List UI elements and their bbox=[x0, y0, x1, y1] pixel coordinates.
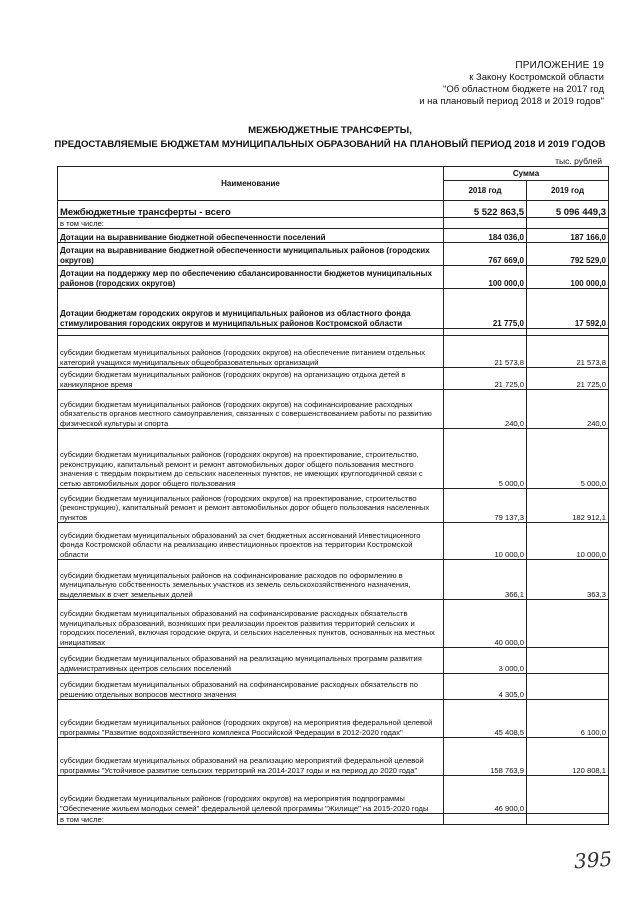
row-value-2019 bbox=[527, 776, 609, 814]
row-value-2019: 120 808,1 bbox=[527, 738, 609, 776]
table-row bbox=[58, 738, 609, 776]
row-value-2018: 21 725,0 bbox=[444, 368, 527, 390]
row-value-2019: 182 912,1 bbox=[527, 489, 609, 523]
row-value-2019: 5 096 449,3 bbox=[527, 201, 609, 218]
row-value-2019: 5 000,0 bbox=[527, 429, 609, 489]
row-name: субсидии бюджетам муниципальных образований на софинансирование расходных обязательств муниципальных образований, возникших при реализации проектов развития территорий сельских и городских поселений, включая городские округа, и сельских населенных пунктов, основанных на местных инициативах bbox=[58, 600, 444, 648]
row-name: субсидии бюджетам муниципальных образований на реализацию муниципальных программ развития административных центров сельских поселений bbox=[58, 648, 444, 674]
row-value-2019: 6 100,0 bbox=[527, 700, 609, 738]
table-row bbox=[58, 336, 609, 368]
row-value-2019: 21 573,8 bbox=[527, 336, 609, 368]
row-name: субсидии бюджетам муниципальных районов (городских округов) на организацию отдыха детей в каникулярное время bbox=[58, 368, 444, 390]
row-value-2018: 767 669,0 bbox=[444, 243, 527, 266]
row-value-2018: 158 763,9 bbox=[444, 738, 527, 776]
column-header-2019: 2019 год bbox=[527, 181, 609, 201]
row-value-2019: 21 725,0 bbox=[527, 368, 609, 390]
row-name: субсидии бюджетам муниципальных образований на софинансирование расходных обязательств по решению отдельных вопросов местного значения bbox=[58, 674, 444, 700]
row-value-2018: 5 000,0 bbox=[444, 429, 527, 489]
title-line-2: ПРЕДОСТАВЛЯЕМЫЕ БЮДЖЕТАМ МУНИЦИПАЛЬНЫХ ОБРАЗОВАНИЙ НА ПЛАНОВЫЙ ПЕРИОД 2018 И 2019 ГОДОВ bbox=[54, 139, 606, 150]
row-name: в том числе: bbox=[58, 218, 444, 229]
table-row bbox=[58, 266, 609, 289]
row-value-2018: 21 775,0 bbox=[444, 289, 527, 329]
row-name: субсидии бюджетам муниципальных образований за счет бюджетных ассигнований Инвестиционного фонда Костромской области на реализацию инвестиционных проектов на территории Костромской области bbox=[58, 523, 444, 560]
column-header-2018: 2018 год bbox=[444, 181, 527, 201]
transfers-table bbox=[57, 166, 609, 825]
law-reference: к Закону Костромской области bbox=[469, 72, 604, 83]
row-name bbox=[58, 329, 444, 336]
title-line-1: МЕЖБЮДЖЕТНЫЕ ТРАНСФЕРТЫ, bbox=[248, 125, 412, 136]
row-name: субсидии бюджетам муниципальных образований на реализацию мероприятий федеральной целевой программы "Устойчивое развитие сельских территорий на 2014-2017 годы и на период до 2020 года" bbox=[58, 738, 444, 776]
column-header-sum: Сумма bbox=[444, 167, 609, 181]
document-header bbox=[419, 60, 604, 108]
row-value-2018: 184 036,0 bbox=[444, 229, 527, 243]
table-row bbox=[58, 429, 609, 489]
row-name: субсидии бюджетам муниципальных районов (городских округов) на мероприятия федеральной целевой программы "Развитие водохозяйственного комплекса Российской Федерации в 2012-2020 годах" bbox=[58, 700, 444, 738]
table-row bbox=[58, 523, 609, 560]
table-row bbox=[58, 814, 609, 825]
row-value-2018: 4 305,0 bbox=[444, 674, 527, 700]
row-name: Дотации на поддержку мер по обеспечению сбалансированности бюджетов муниципальных районов (городских округов) bbox=[58, 266, 444, 289]
row-name: Дотации бюджетам городских округов и муниципальных районов из областного фонда стимулирования городских округов и муниципальных районов Костромской области bbox=[58, 289, 444, 329]
row-value-2018: 366,1 bbox=[444, 560, 527, 600]
row-value-2018: 100 000,0 bbox=[444, 266, 527, 289]
table-row bbox=[58, 390, 609, 429]
row-value-2019: 10 000,0 bbox=[527, 523, 609, 560]
row-value-2019 bbox=[527, 329, 609, 336]
row-value-2019: 187 166,0 bbox=[527, 229, 609, 243]
row-value-2019 bbox=[527, 814, 609, 825]
table-row bbox=[58, 600, 609, 648]
table-row bbox=[58, 243, 609, 266]
row-value-2018: 3 000,0 bbox=[444, 648, 527, 674]
table-row bbox=[58, 368, 609, 390]
row-value-2019: 17 592,0 bbox=[527, 289, 609, 329]
row-name: субсидии бюджетам муниципальных районов (городских округов) на мероприятия подпрограммы "Обеспечение жильем молодых семей" федеральной целевой программы "Жилище" на 2015-2020 годы bbox=[58, 776, 444, 814]
row-value-2019 bbox=[527, 600, 609, 648]
table-row bbox=[58, 329, 609, 336]
column-header-name: Наименование bbox=[58, 167, 444, 201]
row-value-2018: 46 900,0 bbox=[444, 776, 527, 814]
table-row bbox=[58, 776, 609, 814]
row-value-2019: 240,0 bbox=[527, 390, 609, 429]
row-name: субсидии бюджетам муниципальных районов (городских округов) на софинансирование расходных обязательств органов местного самоуправления, связанных с совершенствованием работы по развитию физической культуры и спорта bbox=[58, 390, 444, 429]
table-row bbox=[58, 289, 609, 329]
table-row bbox=[58, 648, 609, 674]
law-title-line-2: и на плановый период 2018 и 2019 годов" bbox=[419, 96, 604, 107]
row-name: субсидии бюджетам муниципальных районов (городских округов) на проектирование, строительство, реконструкцию, капитальный ремонт и ремонт автомобильных дорог общего пользования местного значения с твердым покрытием до сельских населенных пунктов, не имеющих круглогодичной связи с сетью автомобильных дорог общего пользования bbox=[58, 429, 444, 489]
table-row bbox=[58, 674, 609, 700]
row-value-2019 bbox=[527, 648, 609, 674]
row-value-2019: 100 000,0 bbox=[527, 266, 609, 289]
law-title-line-1: "Об областном бюджете на 2017 год bbox=[443, 84, 604, 95]
row-value-2019 bbox=[527, 674, 609, 700]
row-name: Дотации на выравнивание бюджетной обеспеченности муниципальных районов (городских округов) bbox=[58, 243, 444, 266]
document-title bbox=[40, 124, 620, 152]
table-row bbox=[58, 700, 609, 738]
row-name: Дотации на выравнивание бюджетной обеспеченности поселений bbox=[58, 229, 444, 243]
row-value-2018: 10 000,0 bbox=[444, 523, 527, 560]
row-value-2019 bbox=[527, 218, 609, 229]
row-value-2018: 240,0 bbox=[444, 390, 527, 429]
table-row bbox=[58, 201, 609, 218]
row-name: Межбюджетные трансферты - всего bbox=[58, 201, 444, 218]
appendix-label: ПРИЛОЖЕНИЕ 19 bbox=[515, 60, 604, 71]
row-value-2018: 5 522 863,5 bbox=[444, 201, 527, 218]
row-value-2019: 792 529,0 bbox=[527, 243, 609, 266]
row-value-2018: 21 573,8 bbox=[444, 336, 527, 368]
row-name: субсидии бюджетам муниципальных районов (городских округов) на обеспечение питанием отдельных категорий учащихся муниципальных общеобразовательных организаций bbox=[58, 336, 444, 368]
table-row bbox=[58, 560, 609, 600]
table-row bbox=[58, 229, 609, 243]
row-value-2018 bbox=[444, 329, 527, 336]
row-value-2018: 79 137,3 bbox=[444, 489, 527, 523]
row-value-2019: 363,3 bbox=[527, 560, 609, 600]
table-row bbox=[58, 218, 609, 229]
row-value-2018 bbox=[444, 814, 527, 825]
row-name: в том числе: bbox=[58, 814, 444, 825]
row-value-2018: 45 408,5 bbox=[444, 700, 527, 738]
row-value-2018: 40 000,0 bbox=[444, 600, 527, 648]
row-value-2018 bbox=[444, 218, 527, 229]
page-number-handwritten: 395 bbox=[573, 846, 613, 874]
units-label: тыс. рублей bbox=[555, 156, 602, 166]
table-row bbox=[58, 489, 609, 523]
row-name: субсидии бюджетам муниципальных районов на софинансирование расходов по оформлению в муниципальную собственность земельных участков из земель сельскохозяйственного назначения, выделяемых в счет земельных долей bbox=[58, 560, 444, 600]
row-name: субсидии бюджетам муниципальных районов (городских округов) на проектирование, строительство (реконструкцию), капитальный ремонт и ремонт автомобильных дорог общего пользования населенных пунктов bbox=[58, 489, 444, 523]
